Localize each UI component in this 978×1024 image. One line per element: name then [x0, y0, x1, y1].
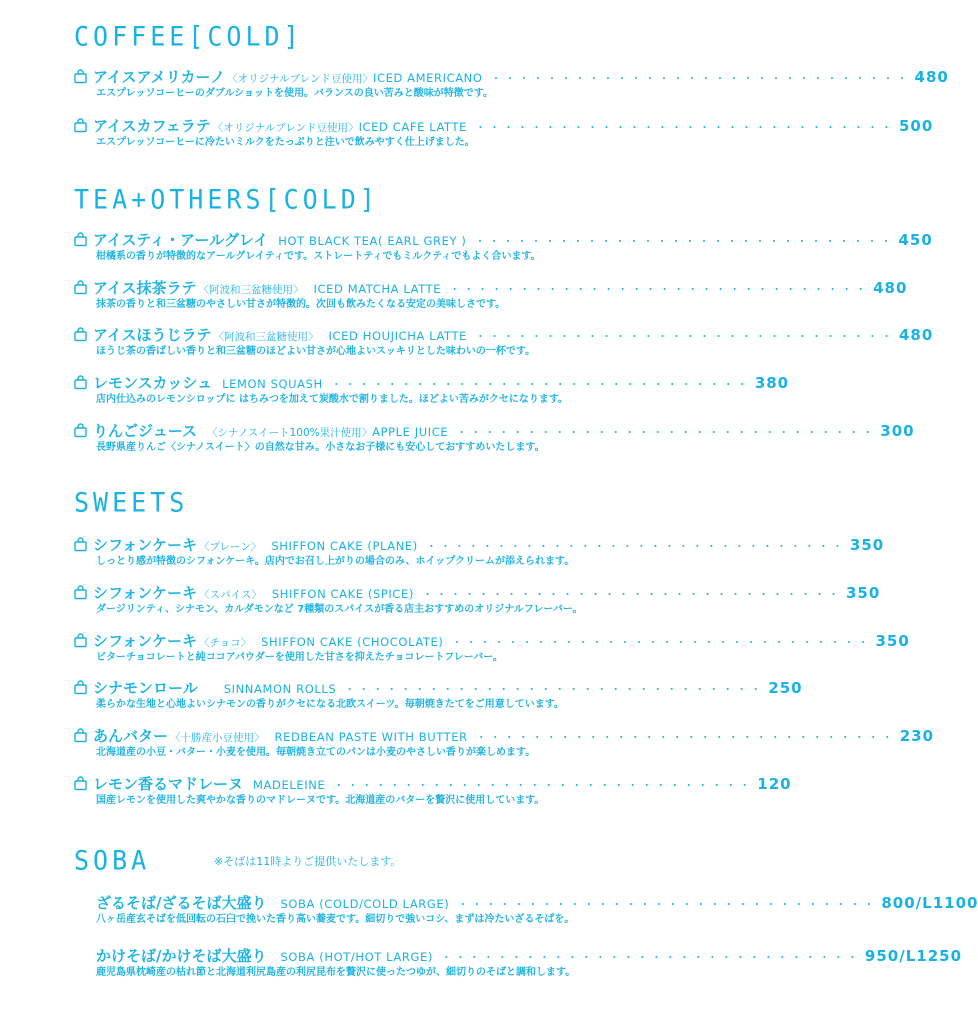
item-price: 380 — [754, 374, 790, 392]
item-price: 480 — [914, 68, 949, 86]
item-price: 800/L1100 — [881, 894, 978, 912]
section-title-soba: SOBA — [74, 845, 151, 876]
takeout-bag-icon — [74, 586, 87, 599]
item-sub: 〈スパイス〉 — [198, 589, 262, 601]
menu-item — [74, 278, 908, 312]
leader-dots: ・・・・・・・・・・・・・・・・・・・・・・・・・・・・・・ — [451, 636, 872, 649]
menu-item — [74, 631, 910, 665]
takeout-bag-icon — [74, 376, 87, 389]
leader-dots: ・・・・・・・・・・・・・・・・・・・・・・・・・・・・・・ — [333, 779, 754, 792]
item-sub: 〈阿波和三盆糖使用〉 — [213, 331, 319, 343]
item-price: 450 — [898, 231, 933, 249]
menu-item — [74, 726, 935, 760]
leader-dots: ・・・・・・・・・・・・・・・・・・・・・・・・・・・・・・ — [490, 72, 911, 85]
takeout-bag-icon — [74, 70, 87, 83]
menu-item — [74, 535, 885, 569]
menu-item — [74, 325, 934, 359]
item-sub: 〈プレーン〉 — [198, 541, 262, 553]
item-price: 950/L1250 — [864, 947, 963, 965]
item-english: SOBA (HOT/HOT LARGE) — [280, 950, 433, 964]
menu-item — [96, 946, 963, 980]
item-english: REDBEAN PASTE WITH BUTTER — [274, 730, 468, 744]
menu-item — [74, 421, 915, 455]
leader-dots: ・・・・・・・・・・・・・・・・・・・・・・・・・・・・・・ — [474, 330, 895, 343]
item-price: 300 — [880, 422, 915, 440]
takeout-bag-icon — [74, 119, 87, 132]
item-english: ICED MATCHA LATTE — [313, 282, 442, 296]
menu-item — [74, 678, 803, 712]
takeout-bag-icon — [74, 681, 87, 694]
item-english: LEMON SQUASH — [222, 377, 323, 391]
item-description: 鹿児島県枕崎産の枯れ節と北海道利尻島産の利尻昆布を贅沢に使ったつゆが、細切りのそばと調和します。 — [96, 967, 576, 978]
item-english: ICED AMERICANO — [372, 71, 483, 85]
section-title-coffee: COFFEE[COLD] — [74, 21, 303, 52]
menu-item — [74, 774, 792, 808]
item-name: ざるそば/ざるそば大盛り — [96, 894, 267, 912]
leader-dots: ・・・・・・・・・・・・・・・・・・・・・・・・・・・・・・ — [330, 378, 751, 391]
item-description: 柑橘系の香りが特徴的なアールグレイティです。ストレートティでもミルクティでもよく合います。 — [96, 251, 541, 262]
item-sub: 〈オリジナルブレンド豆使用〉 — [212, 122, 359, 134]
leader-dots: ・・・・・・・・・・・・・・・・・・・・・・・・・・・・・・ — [425, 540, 846, 553]
item-name: アイスアメリカーノ — [93, 68, 226, 86]
item-sub: 〈十勝産小豆使用〉 — [170, 732, 265, 744]
item-name: シフォンケーキ — [93, 584, 197, 602]
item-description: しっとり感が特徴のシフォンケーキ。店内でお召し上がりの場合のみ、ホイップクリームが添えられます。 — [96, 556, 575, 567]
menu-item — [96, 893, 978, 927]
item-name: レモン香るマドレーヌ — [93, 775, 244, 793]
section-title-sweets: SWEETS — [74, 487, 189, 518]
takeout-bag-icon — [74, 424, 87, 437]
item-price: 500 — [898, 117, 934, 135]
takeout-bag-icon — [74, 634, 87, 647]
leader-dots: ・・・・・・・・・・・・・・・・・・・・・・・・・・・・・・ — [475, 731, 896, 744]
item-name: りんごジュース — [93, 422, 197, 440]
leader-dots: ・・・・・・・・・・・・・・・・・・・・・・・・・・・・・・ — [456, 426, 877, 439]
item-price: 230 — [899, 727, 935, 745]
item-sub: 〈オリジナルブレンド豆使用〉 — [227, 73, 373, 85]
takeout-bag-icon — [74, 233, 87, 246]
item-price: 480 — [873, 279, 908, 297]
item-sub: 〈シナノスイート100%果汁使用〉 — [206, 427, 373, 439]
item-name: かけそば/かけそば大盛り — [96, 947, 267, 965]
item-english: SOBA (COLD/COLD LARGE) — [280, 897, 450, 911]
item-english: ICED CAFE LATTE — [358, 120, 467, 134]
leader-dots: ・・・・・・・・・・・・・・・・・・・・・・・・・・・・・・ — [440, 951, 861, 964]
takeout-bag-icon — [74, 281, 87, 294]
item-description: 柔らかな生地と心地よいシナモンの香りがクセになる北欧スイーツ。毎朝焼きたてをご用意しています。 — [96, 699, 564, 710]
item-price: 350 — [846, 584, 881, 602]
menu-item — [74, 116, 934, 150]
item-name: アイスカフェラテ — [93, 117, 211, 135]
item-english: SHIFFON CAKE (SPICE) — [271, 587, 414, 601]
item-english: MADELEINE — [253, 778, 326, 792]
item-name: シナモンロール — [93, 679, 198, 697]
item-sub: 〈阿波和三盆糖使用〉 — [198, 284, 304, 296]
leader-dots: ・・・・・・・・・・・・・・・・・・・・・・・・・・・・・・ — [344, 683, 765, 696]
item-sub: 〈チョコ〉 — [198, 637, 252, 649]
item-price: 350 — [875, 632, 910, 650]
item-english: SINNAMON ROLLS — [223, 682, 337, 696]
item-description: 八ヶ岳産玄そばを低回転の石臼で挽いた香り高い蕎麦です。細切りで強いコシ、まずは冷たいざるそばを。 — [96, 914, 575, 925]
takeout-bag-icon — [74, 777, 87, 790]
item-description: 長野県産りんご〈シナノスイート〉の自然な甘み。小さなお子様にも安心しておすすめいたします。 — [96, 442, 545, 453]
item-description: 抹茶の香りと和三盆糖のやさしい甘さが特徴的。次回も飲みたくなる安定の美味しさです。 — [96, 299, 506, 310]
soba-note: ※そばは11時よりご提供いたします。 — [214, 855, 402, 868]
item-description: エスプレッソコーヒーのダブルショットを使用。バランスの良い苦みと酸味が特徴です。 — [96, 88, 493, 99]
item-price: 480 — [898, 326, 934, 344]
item-price: 350 — [849, 536, 885, 554]
item-description: 国産レモンを使用した爽やかな香りのマドレーヌです。北海道産のバターを贅沢に使用しています。 — [96, 795, 545, 806]
item-price: 250 — [768, 679, 803, 697]
item-description: ダージリンティ、シナモン、カルダモンなど 7種類のスパイスが香る店主おすすめのオリジナルフレーバー。 — [96, 604, 583, 615]
leader-dots: ・・・・・・・・・・・・・・・・・・・・・・・・・・・・・・ — [474, 235, 895, 248]
item-english: SHIFFON CAKE (PLANE) — [271, 539, 418, 553]
item-name: アイス抹茶ラテ — [93, 279, 197, 297]
takeout-bag-icon — [74, 729, 87, 742]
item-description: エスプレッソコーヒーに冷たいミルクをたっぷりと注いで飲みやすく仕上げました。 — [96, 137, 475, 148]
menu-item — [74, 230, 933, 264]
item-name: シフォンケーキ — [93, 536, 197, 554]
item-description: 北海道産の小豆・バター・小麦を使用。毎朝焼き立てのパンは小麦のやさしい香りが楽しめます。 — [96, 747, 536, 758]
item-description: 店内仕込みのレモンシロップに はちみつを加えて炭酸水で割りました。ほどよい苦みがクセになります。 — [96, 394, 569, 405]
menu-item — [74, 583, 881, 617]
leader-dots: ・・・・・・・・・・・・・・・・・・・・・・・・・・・・・・ — [422, 588, 842, 601]
item-name: あんバター — [93, 727, 169, 745]
item-name: シフォンケーキ — [93, 632, 197, 650]
takeout-bag-icon — [74, 328, 87, 341]
item-price: 120 — [757, 775, 792, 793]
item-name: アイスほうじラテ — [93, 326, 212, 344]
item-english: ICED HOUJICHA LATTE — [328, 329, 467, 343]
leader-dots: ・・・・・・・・・・・・・・・・・・・・・・・・・・・・・・ — [457, 898, 878, 911]
item-english: HOT BLACK TEA( EARL GREY ) — [278, 234, 467, 248]
item-name: アイスティ・アールグレイ — [93, 231, 269, 249]
item-name: レモンスカッシュ — [93, 374, 213, 392]
leader-dots: ・・・・・・・・・・・・・・・・・・・・・・・・・・・・・・ — [449, 283, 870, 296]
menu-item — [74, 373, 790, 407]
takeout-bag-icon — [74, 538, 87, 551]
item-description: ビターチョコレートと純ココアパウダーを使用した甘さを抑えたチョコレートフレーバー。 — [96, 652, 503, 663]
section-title-tea-others: TEA+OTHERS[COLD] — [74, 184, 379, 215]
item-description: ほうじ茶の香ばしい香りと和三盆糖のほどよい甘さが心地よいスッキリとした味わいの一杯です。 — [96, 346, 536, 357]
item-english: SHIFFON CAKE (CHOCOLATE) — [261, 635, 444, 649]
leader-dots: ・・・・・・・・・・・・・・・・・・・・・・・・・・・・・・ — [474, 121, 895, 134]
menu-item — [74, 67, 949, 101]
item-english: APPLE JUICE — [372, 425, 449, 439]
